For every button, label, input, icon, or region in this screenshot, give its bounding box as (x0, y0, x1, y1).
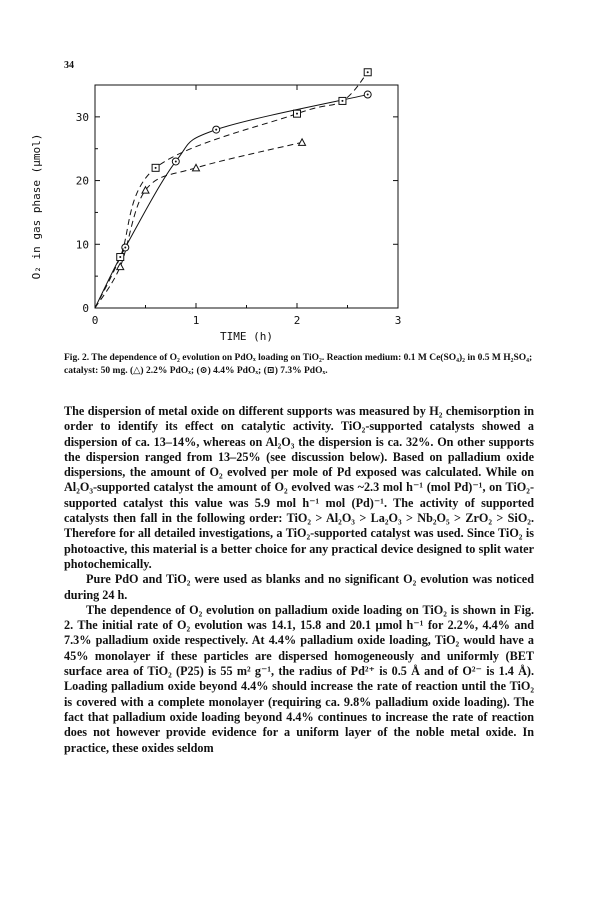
series-line-square-dot (95, 72, 368, 308)
triangle-point (193, 164, 200, 171)
x-tick-label: 2 (293, 314, 301, 327)
y-axis-label: O₂ in gas phase (μmol) (30, 133, 43, 280)
x-tick-label: 3 (394, 314, 402, 327)
chart-axes (30, 85, 401, 343)
y-tick-label: 20 (75, 174, 89, 188)
circle-point-dot (215, 129, 217, 131)
square-point-dot (155, 167, 157, 169)
square-point-dot (341, 100, 343, 102)
circle-point-dot (124, 246, 126, 248)
series-line-triangle (95, 142, 302, 308)
x-tick-label: 1 (192, 314, 200, 327)
series-line-circle-dot (95, 95, 368, 308)
paragraph-1: The dispersion of metal oxide on different supports was measured by H₂ chemisorption in order to identify its effect on catalytic activity. TiO₂-supported catalysts showed a dispersion of ca. 13–14%, whereas on Al₂O₃ the dispersion is ca. 32%. On other supports the dispersion ranged from 13–25% (see discussion below). Based on palladium oxide dispersions, the amount of O₂ evolved per mole of Pd exposed was calculated. While on Al₂O₃-supported catalyst the amount of O₂ evolved was ~2.3 mol h⁻¹ (mol Pd)⁻¹, on TiO₂-supported catalyst this value was 5.9 mol h⁻¹ mol (Pd)⁻¹. The activity of supported catalysts then fall in the following order: TiO₂ > Al₂O₃ > La₂O₃ > Nb₂O₅ > ZrO₂ > SiO₂. Therefore for all detailed investigations, a TiO₂-supported catalyst was used. Since TiO₂ is photoactive, this material is a better choice for any practical device designed to split water photochemically. (64, 404, 534, 571)
body-text (64, 404, 534, 756)
circle-point-dot (175, 160, 177, 162)
chart-marks (95, 69, 371, 308)
paragraph-3: The dependence of O₂ evolution on palladium oxide loading on TiO₂ is shown in Fig. 2. The initial rate of O₂ evolution was 14.1, 15.8 and 20.1 μmol h⁻¹ for 2.2%, 4.4% and 7.3% palladium oxide respectively. At 4.4% palladium oxide loading, TiO₂ would have a 45% monolayer if these particles are dispersed homogeneously and uniformly (BET surface area of TiO₂ (P25) is 55 m² g⁻¹, the radius of Pd²⁺ is 0.5 Å and of O²⁻ is 1.4 Å). Loading palladium oxide beyond 4.4% should increase the rate of reaction until the TiO₂ is covered with a complete monolayer (requiring ca. 9.8% palladium oxide loading). The fact that palladium oxide loading beyond 4.4% continues to increase the rate of reaction does not however provide evidence for a uniform layer of the noble metal oxide. In practice, these oxides seldom (64, 602, 534, 755)
paragraph-2: Pure PdO and TiO₂ were used as blanks and no significant O₂ evolution was noticed during 24 h. (64, 572, 534, 602)
triangle-point (117, 263, 124, 270)
x-tick-label: 0 (91, 314, 99, 327)
triangle-point (299, 139, 306, 146)
y-tick-label: 30 (75, 110, 89, 124)
x-axis-label: TIME (h) (220, 330, 273, 343)
square-point-dot (119, 256, 121, 258)
figure-caption: Fig. 2. The dependence of O₂ evolution on PdOₓ loading on TiO₂. Reaction medium: 0.1 M Ce(SO₄)₂ in 0.5 M H₂SO₄; catalyst: 50 mg. (△) 2.2% PdOₓ; (⊙) 4.4% PdOₓ; (⊡) 7.3% PdOₓ. (64, 353, 533, 376)
circle-point-dot (367, 94, 369, 96)
square-point-dot (296, 113, 298, 115)
y-tick-label: 10 (75, 238, 89, 252)
y-tick-label: 0 (82, 302, 89, 315)
square-point-dot (367, 71, 369, 73)
figure-2-chart (0, 0, 595, 350)
plot-frame (95, 85, 398, 308)
page-number: 34 (64, 60, 74, 71)
